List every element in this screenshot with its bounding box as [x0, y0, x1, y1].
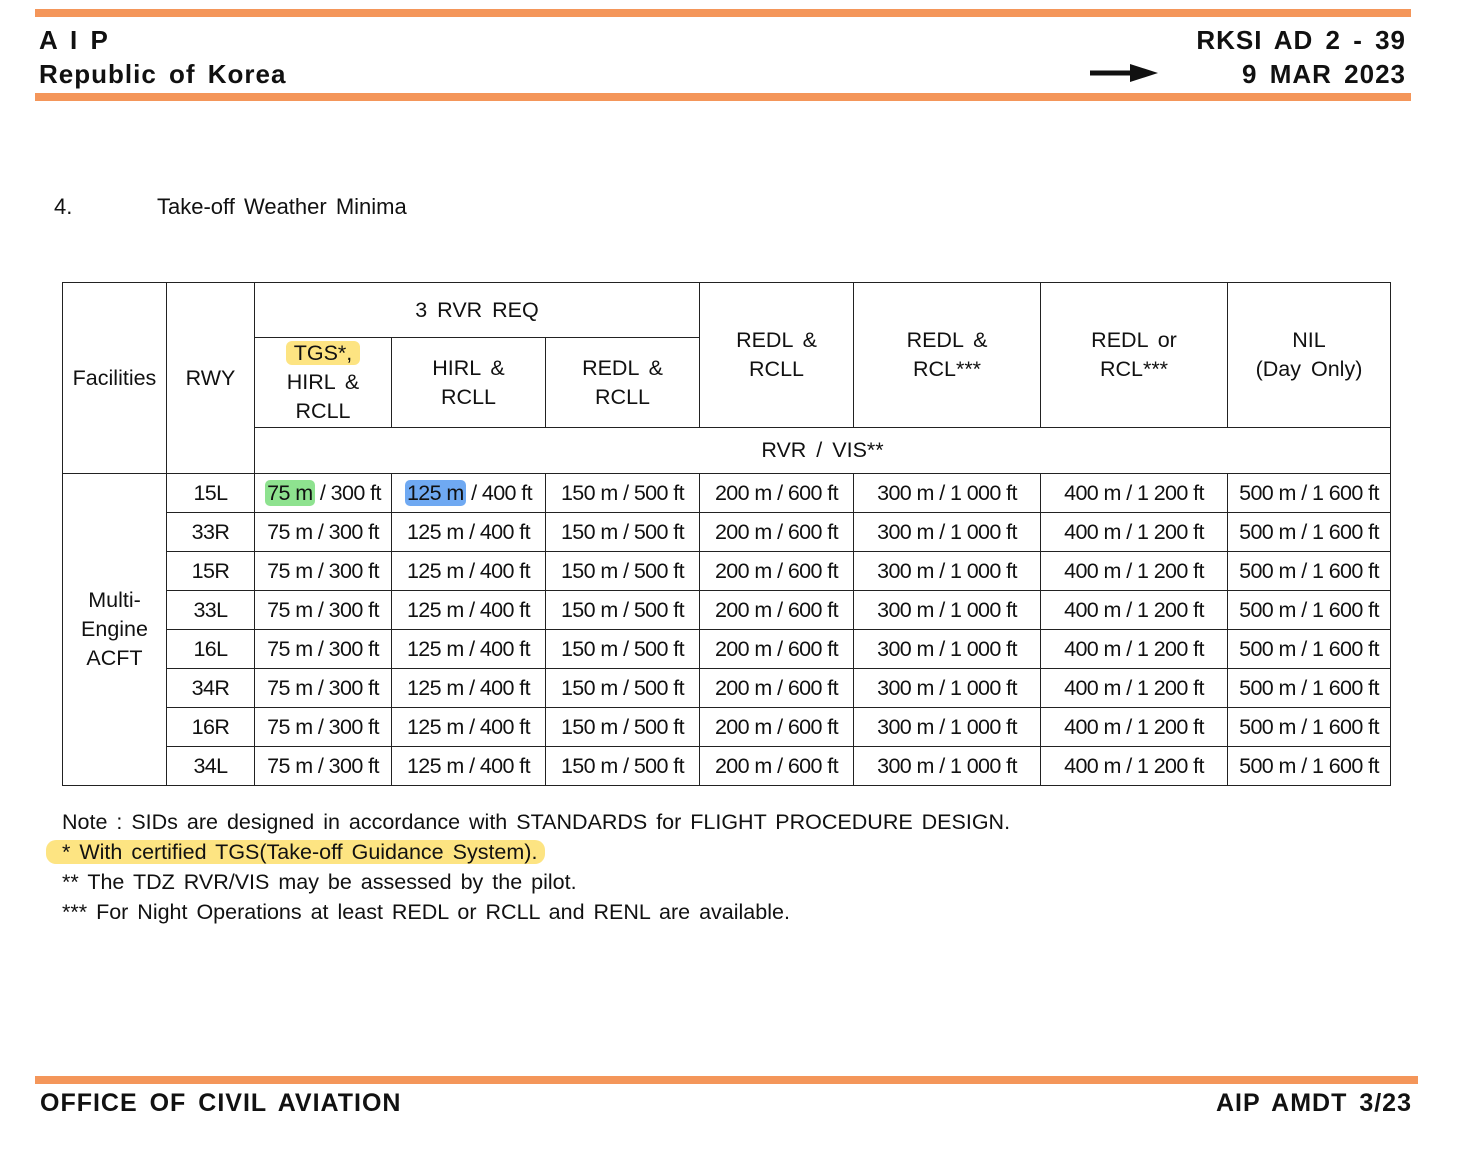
minima-cell: 400 m / 1 200 ft	[1041, 669, 1228, 708]
table-row	[63, 708, 1391, 747]
header-redl-rcll: REDL & RCLL	[700, 283, 854, 428]
facility-multi-engine-acft: Multi- Engine ACFT	[63, 474, 167, 786]
section-number: 4.	[54, 194, 73, 219]
minima-cell: 150 m / 500 ft	[546, 591, 700, 630]
minima-cell: 300 m / 1 000 ft	[854, 669, 1041, 708]
minima-cell: 300 m / 1 000 ft	[854, 513, 1041, 552]
minima-cell: 75 m / 300 ft	[255, 513, 392, 552]
minima-cell: 300 m / 1 000 ft	[854, 474, 1041, 513]
minima-cell: 200 m / 600 ft	[700, 513, 854, 552]
header-date: 9 MAR 2023	[1242, 59, 1406, 89]
note-line-2-highlighted: * With certified TGS(Take-off Guidance System).	[46, 840, 545, 864]
header-hirl-rcll: HIRL & RCLL	[392, 338, 546, 428]
highlight-blue-125m: 125 m	[406, 480, 464, 505]
minima-cell: 150 m / 500 ft	[546, 630, 700, 669]
header-redl-or-rcl: REDL or RCL***	[1041, 283, 1228, 428]
header-rwy: RWY	[167, 283, 255, 474]
header-tgs-hirl-rcll: TGS*, HIRL & RCLL	[255, 338, 392, 428]
minima-cell: 200 m / 600 ft	[700, 474, 854, 513]
footer-amendment: AIP AMDT 3/23	[1215, 1089, 1412, 1117]
header-facilities: Facilities	[63, 283, 167, 474]
takeoff-minima-table	[62, 282, 1391, 786]
minima-cell: 300 m / 1 000 ft	[854, 591, 1041, 630]
header-redl-rcl: REDL & RCL***	[854, 283, 1041, 428]
minima-cell: 200 m / 600 ft	[700, 747, 854, 786]
minima-cell: 125 m / 400 ft	[392, 513, 546, 552]
right-arrow-icon	[1090, 63, 1160, 83]
minima-cell: 200 m / 600 ft	[700, 630, 854, 669]
rwy-cell: 33L	[167, 591, 255, 630]
minima-cell: 400 m / 1 200 ft	[1041, 591, 1228, 630]
minima-cell: 125 m / 400 ft	[392, 474, 546, 513]
minima-cell: 125 m / 400 ft	[392, 708, 546, 747]
minima-cell: 150 m / 500 ft	[546, 708, 700, 747]
minima-cell: 125 m / 400 ft	[392, 552, 546, 591]
minima-cell: 150 m / 500 ft	[546, 513, 700, 552]
header-page-ref: RKSI AD 2 - 39	[1196, 25, 1406, 55]
highlight-green-75m: 75 m	[267, 480, 313, 505]
notes-block	[62, 807, 1010, 927]
minima-cell: 200 m / 600 ft	[700, 591, 854, 630]
rwy-cell: 16R	[167, 708, 255, 747]
minima-cell: 200 m / 600 ft	[700, 669, 854, 708]
minima-cell: 300 m / 1 000 ft	[854, 630, 1041, 669]
minima-cell: 400 m / 1 200 ft	[1041, 708, 1228, 747]
note-line-3: ** The TDZ RVR/VIS may be assessed by the pilot.	[62, 870, 577, 894]
header-country: Republic of Korea	[39, 59, 287, 89]
minima-cell: 200 m / 600 ft	[700, 708, 854, 747]
minima-cell: 75 m / 300 ft	[255, 708, 392, 747]
minima-cell: 200 m / 600 ft	[700, 552, 854, 591]
table-row	[63, 552, 1391, 591]
minima-cell: 75 m / 300 ft	[255, 591, 392, 630]
minima-cell: 125 m / 400 ft	[392, 747, 546, 786]
header-top-rule	[35, 9, 1411, 17]
table-row	[63, 747, 1391, 786]
minima-cell: 500 m / 1 600 ft	[1228, 747, 1391, 786]
header-nil-day-only: NIL (Day Only)	[1228, 283, 1391, 428]
minima-cell: 300 m / 1 000 ft	[854, 747, 1041, 786]
header-rvr-vis: RVR / VIS**	[255, 428, 1391, 474]
rwy-cell: 34R	[167, 669, 255, 708]
rwy-cell: 33R	[167, 513, 255, 552]
minima-cell: 75 m / 300 ft	[255, 669, 392, 708]
minima-cell: 500 m / 1 600 ft	[1228, 630, 1391, 669]
table-row	[63, 513, 1391, 552]
minima-cell: 400 m / 1 200 ft	[1041, 474, 1228, 513]
header-aip: A I P	[39, 25, 109, 55]
minima-cell: 150 m / 500 ft	[546, 552, 700, 591]
minima-cell: 75 m / 300 ft	[255, 630, 392, 669]
note-line-4: *** For Night Operations at least REDL or RCLL and RENL are available.	[62, 900, 790, 924]
footer-rule	[35, 1076, 1418, 1084]
minima-cell: 500 m / 1 600 ft	[1228, 552, 1391, 591]
rwy-cell: 15L	[167, 474, 255, 513]
minima-cell: 125 m / 400 ft	[392, 591, 546, 630]
table-row	[63, 630, 1391, 669]
table-row	[63, 591, 1391, 630]
footer-office: OFFICE OF CIVIL AVIATION	[40, 1089, 402, 1117]
minima-cell: 150 m / 500 ft	[546, 669, 700, 708]
table-row	[63, 669, 1391, 708]
tgs-highlight: TGS*,	[286, 341, 361, 365]
minima-cell: 500 m / 1 600 ft	[1228, 513, 1391, 552]
minima-cell: 300 m / 1 000 ft	[854, 708, 1041, 747]
rwy-cell: 34L	[167, 747, 255, 786]
header-redl-rcll-sub: REDL & RCLL	[546, 338, 700, 428]
rwy-cell: 16L	[167, 630, 255, 669]
minima-cell: 75 m / 300 ft	[255, 747, 392, 786]
minima-cell: 400 m / 1 200 ft	[1041, 513, 1228, 552]
minima-cell: 150 m / 500 ft	[546, 747, 700, 786]
note-line-1: Note : SIDs are designed in accordance with STANDARDS for FLIGHT PROCEDURE DESIGN.	[62, 810, 1011, 834]
minima-cell: 500 m / 1 600 ft	[1228, 591, 1391, 630]
minima-cell: 500 m / 1 600 ft	[1228, 474, 1391, 513]
minima-cell: 150 m / 500 ft	[546, 474, 700, 513]
rwy-cell: 15R	[167, 552, 255, 591]
minima-cell: 75 m / 300 ft	[255, 552, 392, 591]
minima-cell: 400 m / 1 200 ft	[1041, 747, 1228, 786]
section-title: Take-off Weather Minima	[157, 194, 407, 219]
minima-cell: 125 m / 400 ft	[392, 669, 546, 708]
minima-cell: 300 m / 1 000 ft	[854, 552, 1041, 591]
header-bottom-rule	[35, 93, 1411, 101]
minima-cell: 125 m / 400 ft	[392, 630, 546, 669]
minima-cell: 400 m / 1 200 ft	[1041, 552, 1228, 591]
minima-cell: 500 m / 1 600 ft	[1228, 669, 1391, 708]
section-heading	[54, 194, 407, 220]
header-3-rvr-req: 3 RVR REQ	[255, 283, 700, 338]
minima-cell: 500 m / 1 600 ft	[1228, 708, 1391, 747]
minima-cell: 400 m / 1 200 ft	[1041, 630, 1228, 669]
minima-cell: 75 m / 300 ft	[255, 474, 392, 513]
table-body	[63, 474, 1391, 786]
table-row	[63, 474, 1391, 513]
